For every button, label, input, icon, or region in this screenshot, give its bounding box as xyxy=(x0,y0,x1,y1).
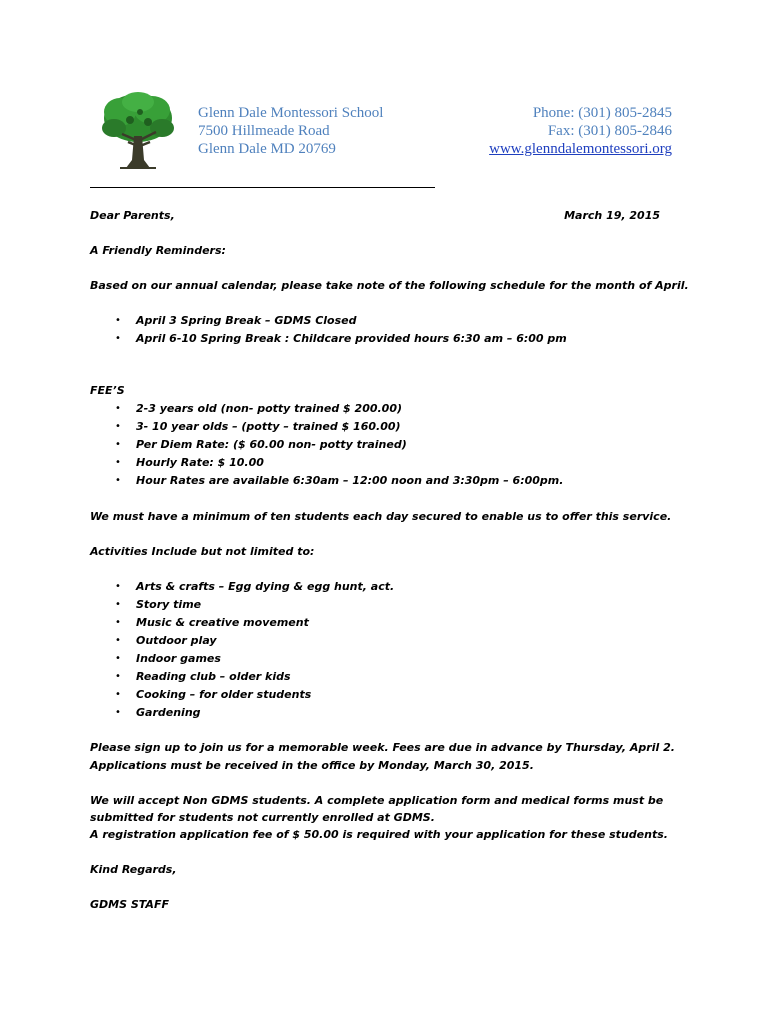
non-gdms-line-1: We will accept Non GDMS students. A complete application form and medical forms must be xyxy=(90,794,664,807)
fees-heading: FEE’S xyxy=(90,384,125,397)
list-item: • Music & creative movement xyxy=(90,614,394,632)
intro-paragraph: Based on our annual calendar, please take note of the following schedule for the month of April. xyxy=(90,279,689,292)
schedule-list xyxy=(90,312,567,348)
tree-logo-icon xyxy=(100,90,175,172)
list-item: • April 6-10 Spring Break : Childcare provided hours 6:30 am – 6:00 pm xyxy=(90,330,567,348)
bullet-icon: • xyxy=(115,653,121,664)
bullet-icon: • xyxy=(115,617,121,628)
list-item: • 3- 10 year olds – (potty – trained $ 160.00) xyxy=(90,418,563,436)
list-item: • Hourly Rate: $ 10.00 xyxy=(90,454,563,472)
header-divider xyxy=(90,187,435,188)
bullet-icon: • xyxy=(115,439,121,450)
website-link[interactable]: www.glenndalemontessori.org xyxy=(489,141,672,157)
activities-heading: Activities Include but not limited to: xyxy=(90,545,315,558)
phone-number: Phone: (301) 805-2845 xyxy=(532,105,672,121)
list-item: • Cooking – for older students xyxy=(90,686,394,704)
salutation: Dear Parents, xyxy=(90,209,175,222)
bullet-icon: • xyxy=(115,315,121,326)
signup-line-1: Please sign up to join us for a memorable week. Fees are due in advance by Thursday, April 2. xyxy=(90,741,675,754)
bullet-icon: • xyxy=(115,333,121,344)
school-address-block xyxy=(198,104,383,158)
bullet-icon: • xyxy=(115,707,121,718)
activities-list xyxy=(90,578,394,722)
signup-line-2: Applications must be received in the office by Monday, March 30, 2015. xyxy=(90,759,534,772)
fees-list xyxy=(90,400,563,490)
non-gdms-line-3: A registration application fee of $ 50.00 is required with your application for these students. xyxy=(90,828,668,841)
bullet-icon: • xyxy=(115,635,121,646)
list-item: • 2-3 years old (non- potty trained $ 200.00) xyxy=(90,400,563,418)
bullet-icon: • xyxy=(115,457,121,468)
bullet-icon: • xyxy=(115,671,121,682)
list-item: • Per Diem Rate: ($ 60.00 non- potty trained) xyxy=(90,436,563,454)
letter-date: March 19, 2015 xyxy=(564,209,660,222)
list-item: • Hour Rates are available 6:30am – 12:00 noon and 3:30pm – 6:00pm. xyxy=(90,472,563,490)
bullet-icon: • xyxy=(115,403,121,414)
bullet-icon: • xyxy=(115,581,121,592)
bullet-icon: • xyxy=(115,475,121,486)
fax-number: Fax: (301) 805-2846 xyxy=(547,123,672,139)
bullet-icon: • xyxy=(115,689,121,700)
list-item: • Indoor games xyxy=(90,650,394,668)
non-gdms-line-2: submitted for students not currently enrolled at GDMS. xyxy=(90,811,435,824)
address-street: 7500 Hillmeade Road xyxy=(198,123,330,139)
bullet-icon: • xyxy=(115,599,121,610)
signature: GDMS STAFF xyxy=(90,898,169,911)
list-item: • Arts & crafts – Egg dying & egg hunt, act. xyxy=(90,578,394,596)
list-item: • Reading club – older kids xyxy=(90,668,394,686)
contact-block xyxy=(489,104,672,158)
bullet-icon: • xyxy=(115,421,121,432)
closing: Kind Regards, xyxy=(90,863,177,876)
address-city: Glenn Dale MD 20769 xyxy=(198,141,336,157)
list-item: • Gardening xyxy=(90,704,394,722)
list-item: • Outdoor play xyxy=(90,632,394,650)
school-name: Glenn Dale Montessori School xyxy=(198,105,384,121)
reminder-heading: A Friendly Reminders: xyxy=(90,244,226,257)
list-item: • Story time xyxy=(90,596,394,614)
list-item: • April 3 Spring Break – GDMS Closed xyxy=(90,312,567,330)
minimum-students-note: We must have a minimum of ten students each day secured to enable us to offer this service. xyxy=(90,510,672,523)
